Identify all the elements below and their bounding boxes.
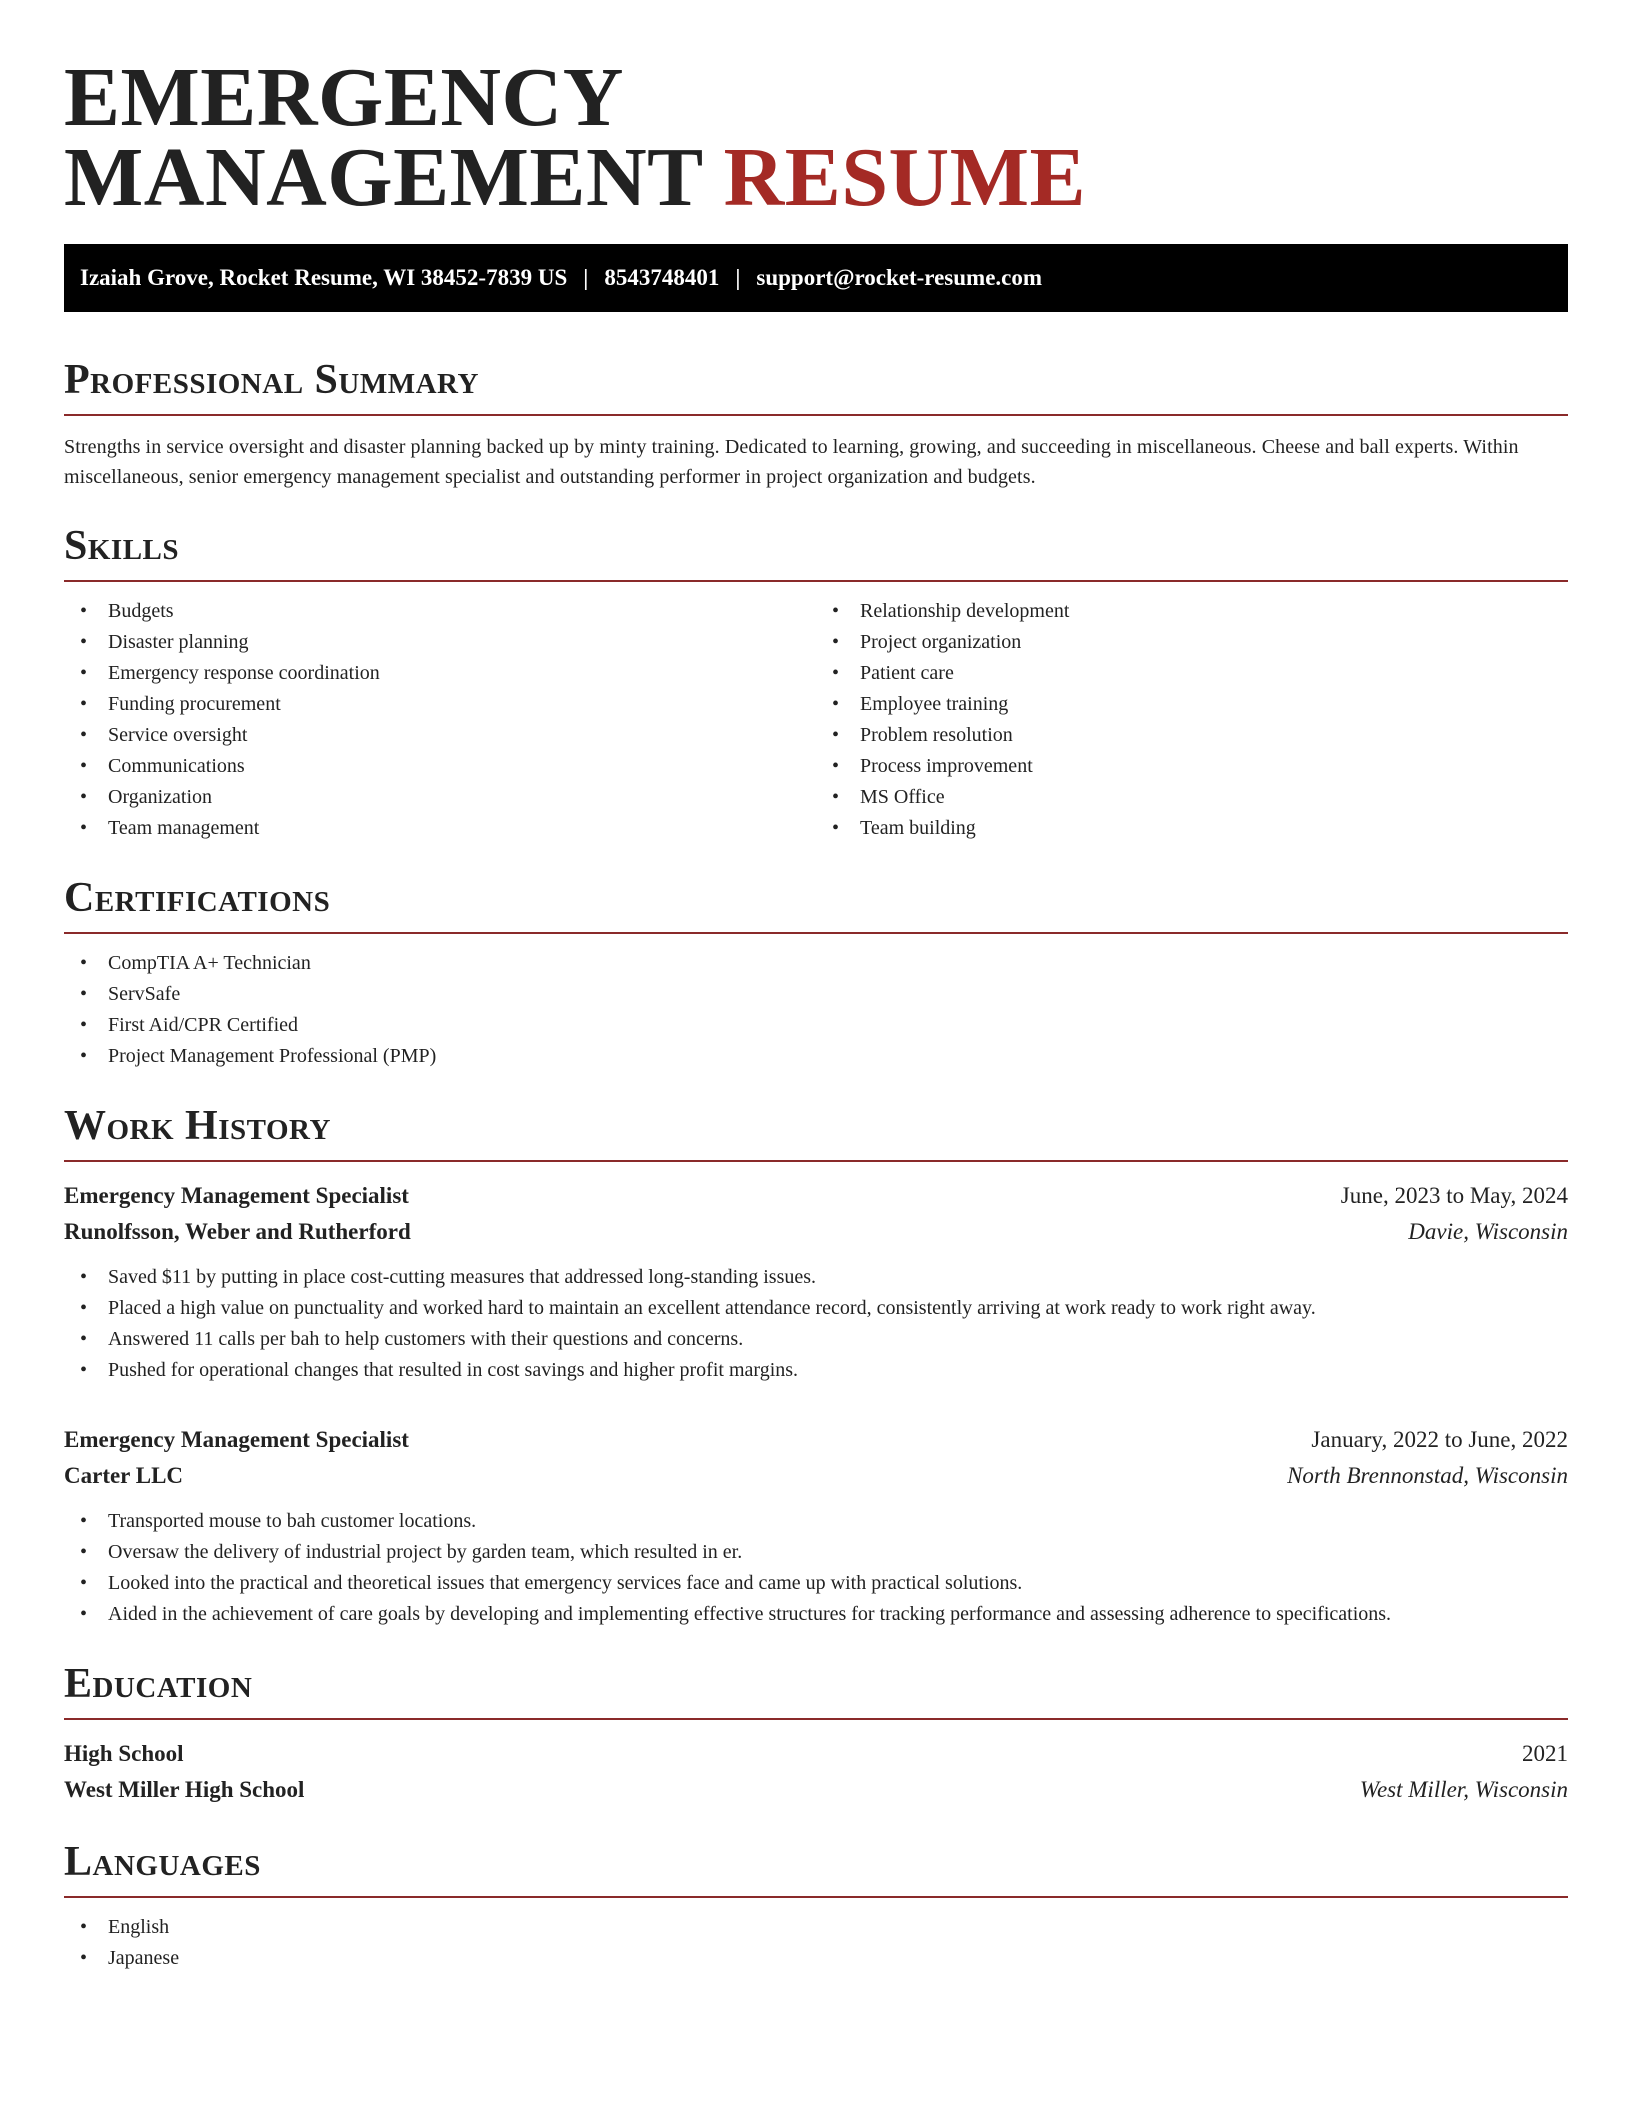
skills-grid [64, 582, 1568, 844]
list-item: • Transported mouse to bah customer locations. [80, 1506, 1568, 1537]
job-dates: January, 2022 to June, 2022 [1311, 1427, 1568, 1452]
job-company: Carter LLC [64, 1463, 184, 1488]
job-title-row [64, 1422, 1568, 1458]
list-item: • Disaster planning [80, 627, 816, 658]
section-divider [64, 414, 1568, 416]
education-year: 2021 [1522, 1741, 1568, 1766]
section-languages [64, 1838, 1568, 1974]
list-item: • Saved $11 by putting in place cost-cutting measures that addressed long-standing issues. [80, 1262, 1568, 1293]
list-item: • Team building [832, 813, 1568, 844]
list-item: • First Aid/CPR Certified [80, 1010, 1568, 1041]
list-item: • Project Management Professional (PMP) [80, 1041, 1568, 1072]
certifications-list [64, 948, 1568, 1072]
education-location: West Miller, Wisconsin [1359, 1777, 1568, 1802]
section-heading-summary: Professional Summary [64, 357, 479, 403]
list-item: • Patient care [832, 658, 1568, 689]
contact-separator: | [583, 265, 589, 290]
title-accent: RESUME [723, 131, 1087, 224]
skills-list-right [816, 596, 1568, 844]
list-item: • ServSafe [80, 979, 1568, 1010]
contact-address: Izaiah Grove, Rocket Resume, WI 38452-7839 US [80, 265, 568, 290]
job-entry [64, 1178, 1568, 1386]
job-location: Davie, Wisconsin [1408, 1219, 1568, 1244]
list-item: • Looked into the practical and theoretical issues that emergency services face and came up with practical solutions. [80, 1568, 1568, 1599]
list-item: • Team management [80, 813, 816, 844]
title-line-2: MANAGEMENT [64, 131, 703, 224]
list-item: • Answered 11 calls per bah to help customers with their questions and concerns. [80, 1324, 1568, 1355]
section-divider [64, 1160, 1568, 1162]
list-item: • Problem resolution [832, 720, 1568, 751]
list-item: • Emergency response coordination [80, 658, 816, 689]
section-heading-languages: Languages [64, 1839, 261, 1885]
job-entry [64, 1422, 1568, 1630]
list-item: • English [80, 1912, 1568, 1943]
title-line-1: EMERGENCY [64, 51, 624, 144]
list-item: • Process improvement [832, 751, 1568, 782]
job-title: Emergency Management Specialist [64, 1183, 409, 1208]
section-divider [64, 1718, 1568, 1720]
section-divider [64, 1896, 1568, 1898]
job-company-row [64, 1214, 1568, 1250]
education-degree-row [64, 1736, 1568, 1772]
list-item: • MS Office [832, 782, 1568, 813]
job-location: North Brennonstad, Wisconsin [1287, 1463, 1568, 1488]
section-heading-work-history: Work History [64, 1103, 331, 1149]
section-certifications [64, 874, 1568, 1072]
skills-list-left [64, 596, 816, 844]
resume-title [64, 51, 1568, 224]
education-school: West Miller High School [64, 1777, 305, 1802]
section-summary [64, 356, 1568, 492]
job-duties-list [64, 1506, 1568, 1630]
job-title-row [64, 1178, 1568, 1214]
languages-list [64, 1912, 1568, 1974]
contact-separator: | [735, 265, 741, 290]
summary-text: Strengths in service oversight and disaster planning backed up by minty training. Dedicated to learning, growing, and succeeding in miscellaneous. Cheese and ball experts. Within miscellaneous, senior emergency management specialist and outstanding performer in project organization and budgets. [64, 436, 1519, 488]
section-heading-certifications: Certifications [64, 875, 331, 921]
job-company: Runolfsson, Weber and Rutherford [64, 1219, 411, 1244]
list-item: • Relationship development [832, 596, 1568, 627]
list-item: • Pushed for operational changes that resulted in cost savings and higher profit margins. [80, 1355, 1568, 1386]
job-company-row [64, 1458, 1568, 1494]
job-title: Emergency Management Specialist [64, 1427, 409, 1452]
education-degree: High School [64, 1741, 184, 1766]
contact-bar [64, 244, 1568, 312]
contact-email[interactable]: support@rocket-resume.com [756, 265, 1043, 290]
list-item: • Budgets [80, 596, 816, 627]
list-item: • Placed a high value on punctuality and worked hard to maintain an excellent attendance record, consistently arriving at work ready to work right away. [80, 1293, 1568, 1324]
section-heading-education: Education [64, 1661, 253, 1707]
section-divider [64, 932, 1568, 934]
list-item: • Oversaw the delivery of industrial project by garden team, which resulted in er. [80, 1537, 1568, 1568]
section-education [64, 1660, 1568, 1808]
list-item: • CompTIA A+ Technician [80, 948, 1568, 979]
list-item: • Funding procurement [80, 689, 816, 720]
section-skills [64, 522, 1568, 844]
section-heading-skills: Skills [64, 523, 180, 569]
list-item: • Employee training [832, 689, 1568, 720]
section-work-history [64, 1102, 1568, 1630]
education-entry [64, 1736, 1568, 1808]
list-item: • Aided in the achievement of care goals by developing and implementing effective structures for tracking performance and assessing adherence to specifications. [80, 1599, 1568, 1630]
job-duties-list [64, 1262, 1568, 1386]
list-item: • Communications [80, 751, 816, 782]
job-dates: June, 2023 to May, 2024 [1340, 1183, 1568, 1208]
list-item: • Organization [80, 782, 816, 813]
list-item: • Japanese [80, 1943, 1568, 1974]
list-item: • Project organization [832, 627, 1568, 658]
contact-phone[interactable]: 8543748401 [604, 265, 720, 290]
list-item: • Service oversight [80, 720, 816, 751]
education-school-row [64, 1772, 1568, 1808]
